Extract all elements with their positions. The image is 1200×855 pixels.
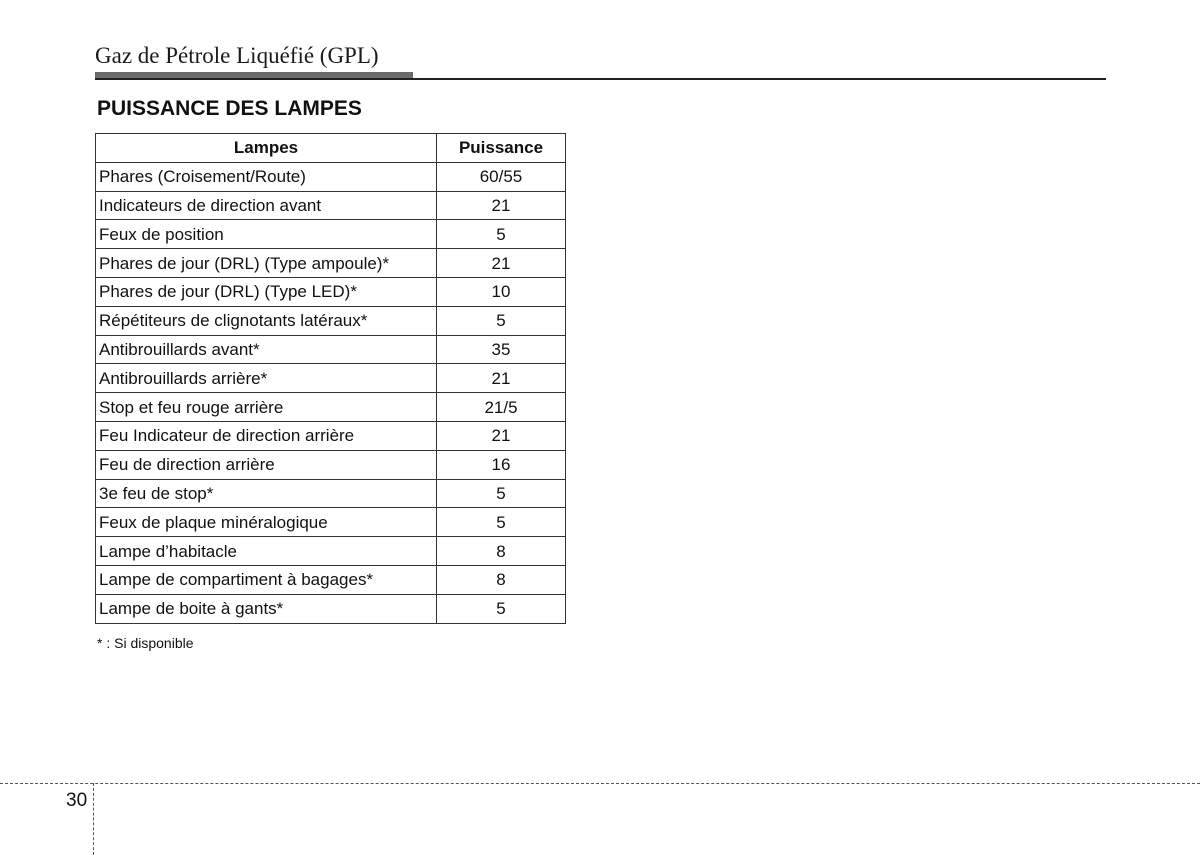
power-cell: 21: [437, 421, 566, 450]
power-cell: 16: [437, 450, 566, 479]
power-cell: 5: [437, 508, 566, 537]
power-cell: 5: [437, 306, 566, 335]
lamp-cell: Antibrouillards arrière*: [96, 364, 437, 393]
power-cell: 5: [437, 220, 566, 249]
power-cell: 21/5: [437, 393, 566, 422]
table-row: [96, 277, 566, 306]
power-cell: 10: [437, 277, 566, 306]
section-title: PUISSANCE DES LAMPES: [97, 97, 362, 120]
lamp-cell: 3e feu de stop*: [96, 479, 437, 508]
lamp-cell: Antibrouillards avant*: [96, 335, 437, 364]
table-row: [96, 565, 566, 594]
table-row: [96, 537, 566, 566]
lamp-cell: Feu de direction arrière: [96, 450, 437, 479]
header-rule: [95, 78, 1106, 80]
power-cell: 21: [437, 364, 566, 393]
page-number: 30: [66, 790, 88, 811]
lamp-cell: Lampe de boite à gants*: [96, 594, 437, 623]
table-header-row: [96, 134, 566, 163]
power-cell: 5: [437, 594, 566, 623]
lamp-cell: Lampe d’habitacle: [96, 537, 437, 566]
column-header-power: Puissance: [437, 134, 566, 163]
lamp-cell: Phares de jour (DRL) (Type ampoule)*: [96, 249, 437, 278]
table-row: [96, 306, 566, 335]
table-row: [96, 162, 566, 191]
lamp-cell: Feux de plaque minéralogique: [96, 508, 437, 537]
table-row: [96, 335, 566, 364]
lamp-cell: Phares de jour (DRL) (Type LED)*: [96, 277, 437, 306]
table-row: [96, 421, 566, 450]
lamp-cell: Répétiteurs de clignotants latéraux*: [96, 306, 437, 335]
power-cell: 21: [437, 191, 566, 220]
power-cell: 35: [437, 335, 566, 364]
column-header-lamp: Lampes: [96, 134, 437, 163]
lamp-cell: Lampe de compartiment à bagages*: [96, 565, 437, 594]
power-cell: 21: [437, 249, 566, 278]
lamp-cell: Feux de position: [96, 220, 437, 249]
power-cell: 5: [437, 479, 566, 508]
table-row: [96, 508, 566, 537]
power-cell: 8: [437, 537, 566, 566]
lamp-cell: Feu Indicateur de direction arrière: [96, 421, 437, 450]
power-cell: 8: [437, 565, 566, 594]
lamp-power-table: [95, 133, 566, 624]
table-row: [96, 450, 566, 479]
table-row: [96, 191, 566, 220]
lamp-cell: Indicateurs de direction avant: [96, 191, 437, 220]
table-row: [96, 249, 566, 278]
table-row: [96, 479, 566, 508]
crop-line-vertical: [93, 783, 94, 855]
page-header-title: Gaz de Pétrole Liquéfié (GPL): [95, 43, 379, 68]
crop-line-horizontal: [0, 783, 1200, 784]
table-row: [96, 393, 566, 422]
power-cell: 60/55: [437, 162, 566, 191]
table-row: [96, 220, 566, 249]
table-row: [96, 594, 566, 623]
footnote: * : Si disponible: [97, 635, 194, 651]
table-row: [96, 364, 566, 393]
lamp-cell: Stop et feu rouge arrière: [96, 393, 437, 422]
lamp-cell: Phares (Croisement/Route): [96, 162, 437, 191]
